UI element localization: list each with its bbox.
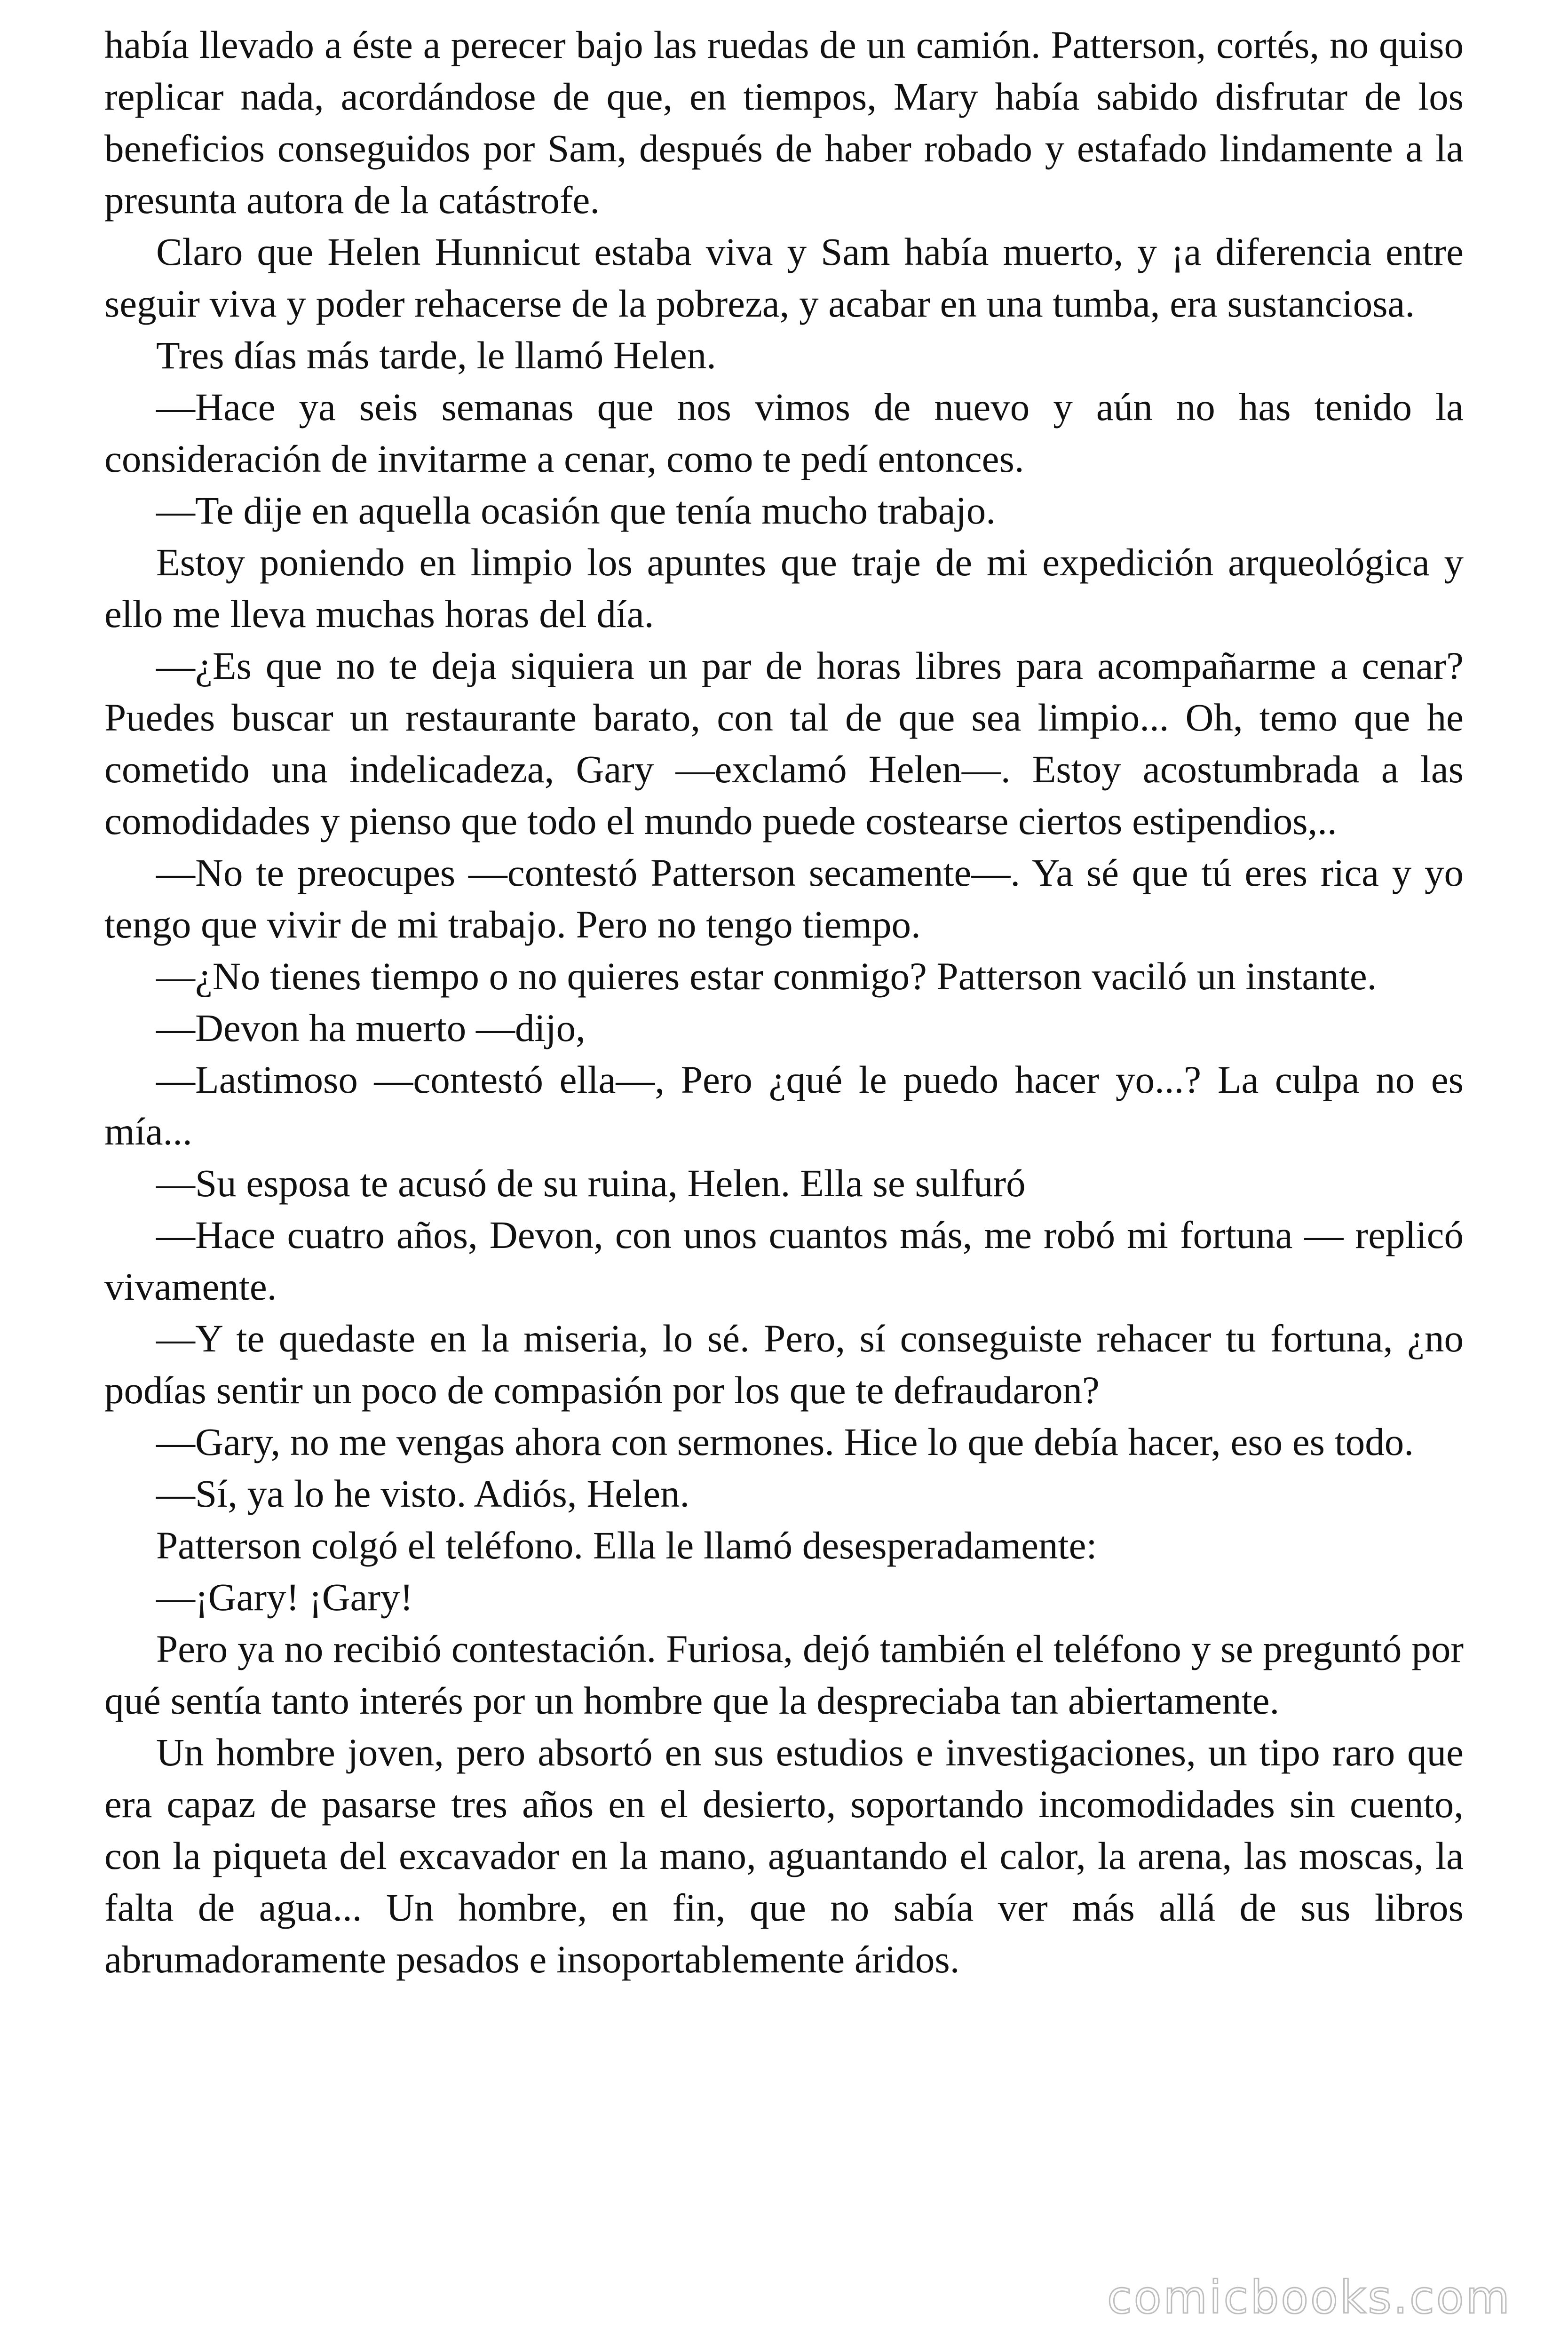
dialogue-paragraph: —¿Es que no te deja siquiera un par de horas libres para acompañarme a cenar? Puedes buscar un restaurante barato, con tal de que sea limpio... Oh, temo que he cometido una indelicadeza, Gary —exclamó Helen—. Estoy acostumbrada a las comodidades y pienso que todo el mundo puede costearse ciertos estipendios,..: [104, 644, 1464, 842]
dialogue-paragraph: —No te preocupes —contestó Patterson secamente—. Ya sé que tú eres rica y yo tengo que vivir de mi trabajo. Pero no tengo tiempo.: [104, 851, 1464, 946]
dialogue-paragraph: —Hace ya seis semanas que nos vimos de nuevo y aún no has tenido la consideración de invitarme a cenar, como te pedí entonces.: [104, 385, 1464, 480]
dialogue-paragraph: —¿No tienes tiempo o no quieres estar conmigo? Patterson vaciló un instante.: [156, 954, 1377, 998]
dialogue-paragraph: —Te dije en aquella ocasión que tenía mucho trabajo.: [156, 489, 996, 532]
paragraph: Pero ya no recibió contestación. Furiosa, dejó también el teléfono y se preguntó por qué sentía tanto interés por un hombre que la despreciaba tan abiertamente.: [104, 1627, 1464, 1722]
dialogue-paragraph: —¡Gary! ¡Gary!: [156, 1575, 413, 1619]
watermark: comicbooks.com: [1107, 2271, 1512, 2324]
dialogue-paragraph: —Hace cuatro años, Devon, con unos cuantos más, me robó mi fortuna — replicó vivamente.: [104, 1213, 1464, 1308]
dialogue-paragraph: —Gary, no me vengas ahora con sermones. Hice lo que debía hacer, eso es todo.: [156, 1420, 1414, 1463]
dialogue-paragraph: —Su esposa te acusó de su ruina, Helen. Ella se sulfuró: [156, 1161, 1026, 1205]
paragraph: Claro que Helen Hunnicut estaba viva y Sam había muerto, y ¡a diferencia entre seguir viva y poder rehacerse de la pobreza, y acabar en una tumba, era sustanciosa.: [104, 230, 1464, 325]
dialogue-paragraph: —Devon ha muerto —dijo,: [156, 1006, 586, 1049]
paragraph-continuation: había llevado a éste a perecer bajo las ruedas de un camión. Patterson, cortés, no quiso replicar nada, acordándose de que, en tiempos, Mary había sabido disfrutar de los beneficios conseguidos por Sam, después de haber robado y estafado lindamente a la presunta autora de la catástrofe.: [104, 23, 1464, 222]
dialogue-paragraph: —Lastimoso —contestó ella—, Pero ¿qué le puedo hacer yo...? La culpa no es mía...: [104, 1058, 1464, 1153]
dialogue-paragraph: —Y te quedaste en la miseria, lo sé. Pero, sí conseguiste rehacer tu fortuna, ¿no podías sentir un poco de compasión por los que te defraudaron?: [104, 1317, 1464, 1412]
paragraph: Patterson colgó el teléfono. Ella le llamó desesperadamente:: [156, 1524, 1097, 1567]
paragraph: Estoy poniendo en limpio los apuntes que traje de mi expedición arqueológica y ello me lleva muchas horas del día.: [104, 540, 1464, 636]
paragraph: Un hombre joven, pero absortó en sus estudios e investigaciones, un tipo raro que era capaz de pasarse tres años en el desierto, soportando incomodidades sin cuento, con la piqueta del excavador en la mano, aguantando el calor, la arena, las moscas, la falta de agua... Un hombre, en fin, que no sabía ver más allá de sus libros abrumadoramente pesados e insoportablemente áridos.: [104, 1731, 1464, 1981]
book-page: [104, 19, 1464, 1985]
paragraph: Tres días más tarde, le llamó Helen.: [156, 334, 716, 377]
dialogue-paragraph: —Sí, ya lo he visto. Adiós, Helen.: [156, 1472, 690, 1515]
